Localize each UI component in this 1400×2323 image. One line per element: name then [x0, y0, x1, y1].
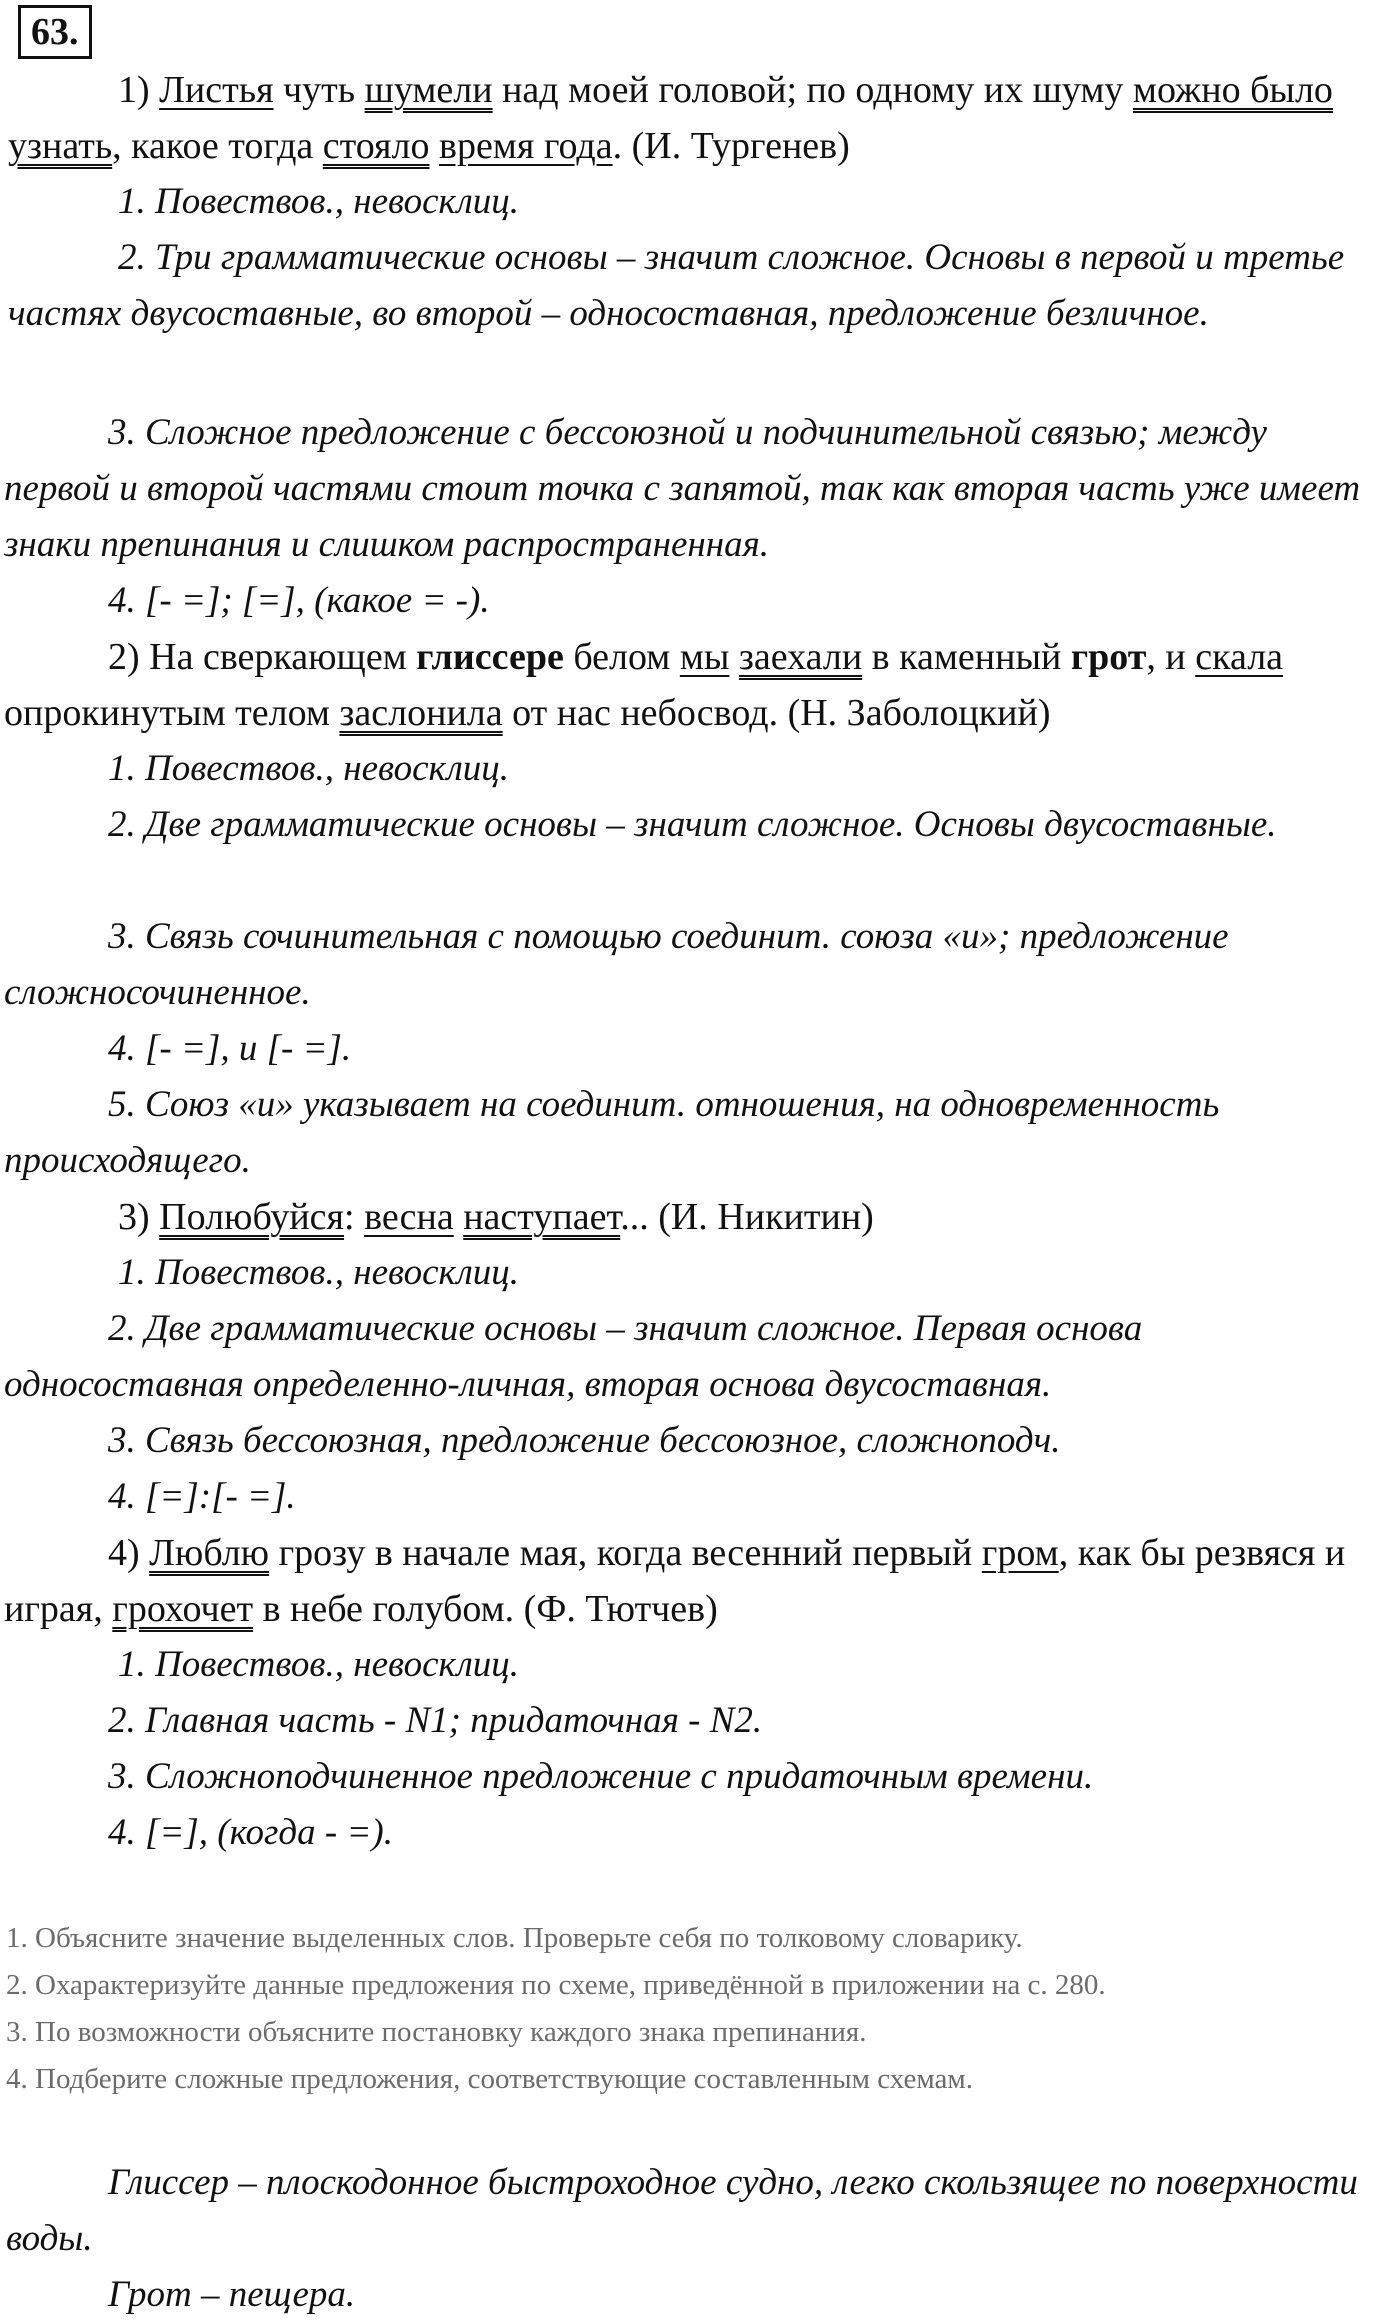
text-fragment: :	[344, 1196, 355, 1238]
task-line: 4. Подберите сложные предложения, соответствующие составленным схемам.	[6, 2063, 973, 2095]
answer-line: 5. Союз «и» указывает на соединит. отношения, на одновременность происходящего.	[4, 1084, 1220, 1181]
text-fragment: опрокинутым телом	[4, 692, 330, 734]
predicate-word: стояло	[322, 125, 430, 167]
sentence-number: 1)	[118, 69, 150, 111]
answer-line: 1. Повествов., невосклиц.	[118, 1644, 519, 1685]
sentence-number: 2)	[108, 636, 140, 678]
answer-line: 1. Повествов., невосклиц.	[108, 748, 509, 789]
sentence-2	[4, 629, 1379, 741]
answer-line: 3. Сложноподчиненное предложение с придаточным времени.	[108, 1756, 1094, 1797]
predicate-word: заехали	[738, 636, 863, 678]
predicate-word: грохочет	[112, 1588, 254, 1630]
subject-word: Листья	[159, 69, 274, 111]
sentence-4	[4, 1525, 1379, 1637]
answer-line: 3. Связь бессоюзная, предложение бессоюзное, сложноподч.	[108, 1420, 1061, 1461]
highlighted-word: глиссере	[416, 636, 564, 678]
subject-word: гром	[981, 1532, 1059, 1574]
sentence-1	[8, 62, 1383, 174]
answer-line: 3. Связь сочинительная с помощью соединит. союза «и»; предложение сложносочиненное.	[4, 916, 1229, 1013]
text-fragment: над моей головой; по одному их шуму	[502, 69, 1124, 111]
subject-word: время года	[439, 125, 613, 167]
answer-line: 4. [- =], и [- =].	[108, 1028, 352, 1069]
sentence-3	[8, 1189, 1383, 1245]
answer-line: 2. Главная часть - N1; придаточная - N2.	[108, 1700, 763, 1741]
text-fragment: чуть	[283, 69, 356, 111]
exercise-number: 63.	[18, 5, 92, 59]
sentence-number: 3)	[118, 1196, 150, 1238]
answer-line: 2. Две грамматические основы – значит сложное. Первая основа односоставная определенно-личная, вторая основа двусоставная.	[4, 1308, 1143, 1405]
sentence-number: 4)	[108, 1532, 140, 1574]
answer-line: 1. Повествов., невосклиц.	[118, 181, 519, 222]
answer-line: 2. Три грамматические основы – значит сложное. Основы в первой и третье частях двусоставные, во второй – односоставная, предложение безличное.	[8, 237, 1345, 334]
text-fragment: в каменный	[871, 636, 1062, 678]
glossary-entry: Грот – пещера.	[108, 2274, 356, 2315]
text-fragment: от нас небосвод. (Н. Заболоцкий)	[512, 692, 1051, 734]
text-fragment: , как бы резвяся и играя,	[4, 1532, 1346, 1630]
task-line: 2. Охарактеризуйте данные предложения по схеме, приведённой в приложении на с. 280.	[6, 1969, 1106, 2001]
predicate-word: шумели	[364, 69, 493, 111]
text-fragment: , и	[1146, 636, 1186, 678]
answer-line: 1. Повествов., невосклиц.	[118, 1252, 519, 1293]
task-line: 1. Объясните значение выделенных слов. Проверьте себя по толковому словарику.	[6, 1922, 1023, 1954]
predicate-word: Люблю	[149, 1532, 270, 1574]
glossary-entry: Глиссер – плоскодонное быстроходное судно, легко скользящее по поверхности воды.	[6, 2162, 1358, 2259]
predicate-word: заслонила	[339, 692, 503, 734]
text-fragment: белом	[573, 636, 671, 678]
answer-line: 3. Сложное предложение с бессоюзной и подчинительной связью; между первой и второй частями стоит точка с запятой, так как вторая часть уже имеет знаки препинания и слишком распространенная.	[4, 412, 1361, 565]
subject-word: весна	[364, 1196, 454, 1238]
text-fragment: ... (И. Никитин)	[620, 1196, 874, 1238]
answer-line: 4. [=], (когда - =).	[108, 1812, 393, 1853]
text-fragment: На сверкающем	[149, 636, 407, 678]
subject-word: мы	[679, 636, 730, 678]
text-fragment: грозу в начале мая, когда весенний первый	[278, 1532, 973, 1574]
answer-line: 4. [=]:[- =].	[108, 1476, 296, 1517]
text-fragment: в небе голубом. (Ф. Тютчев)	[262, 1588, 718, 1630]
text-fragment: . (И. Тургенев)	[612, 125, 850, 167]
highlighted-word: грот	[1070, 636, 1147, 678]
task-line: 3. По возможности объясните постановку каждого знака препинания.	[6, 2016, 867, 2048]
answer-line: 4. [- =]; [=], (какое = -).	[108, 580, 490, 621]
subject-word: скала	[1195, 636, 1284, 678]
text-fragment: , какое тогда	[112, 125, 314, 167]
predicate-word: Полюбуйся	[159, 1196, 345, 1238]
predicate-word: наступает	[463, 1196, 621, 1238]
answer-line: 2. Две грамматические основы – значит сложное. Основы двусоставные.	[108, 804, 1277, 845]
predicate-word: можно было узнать	[8, 69, 1333, 167]
